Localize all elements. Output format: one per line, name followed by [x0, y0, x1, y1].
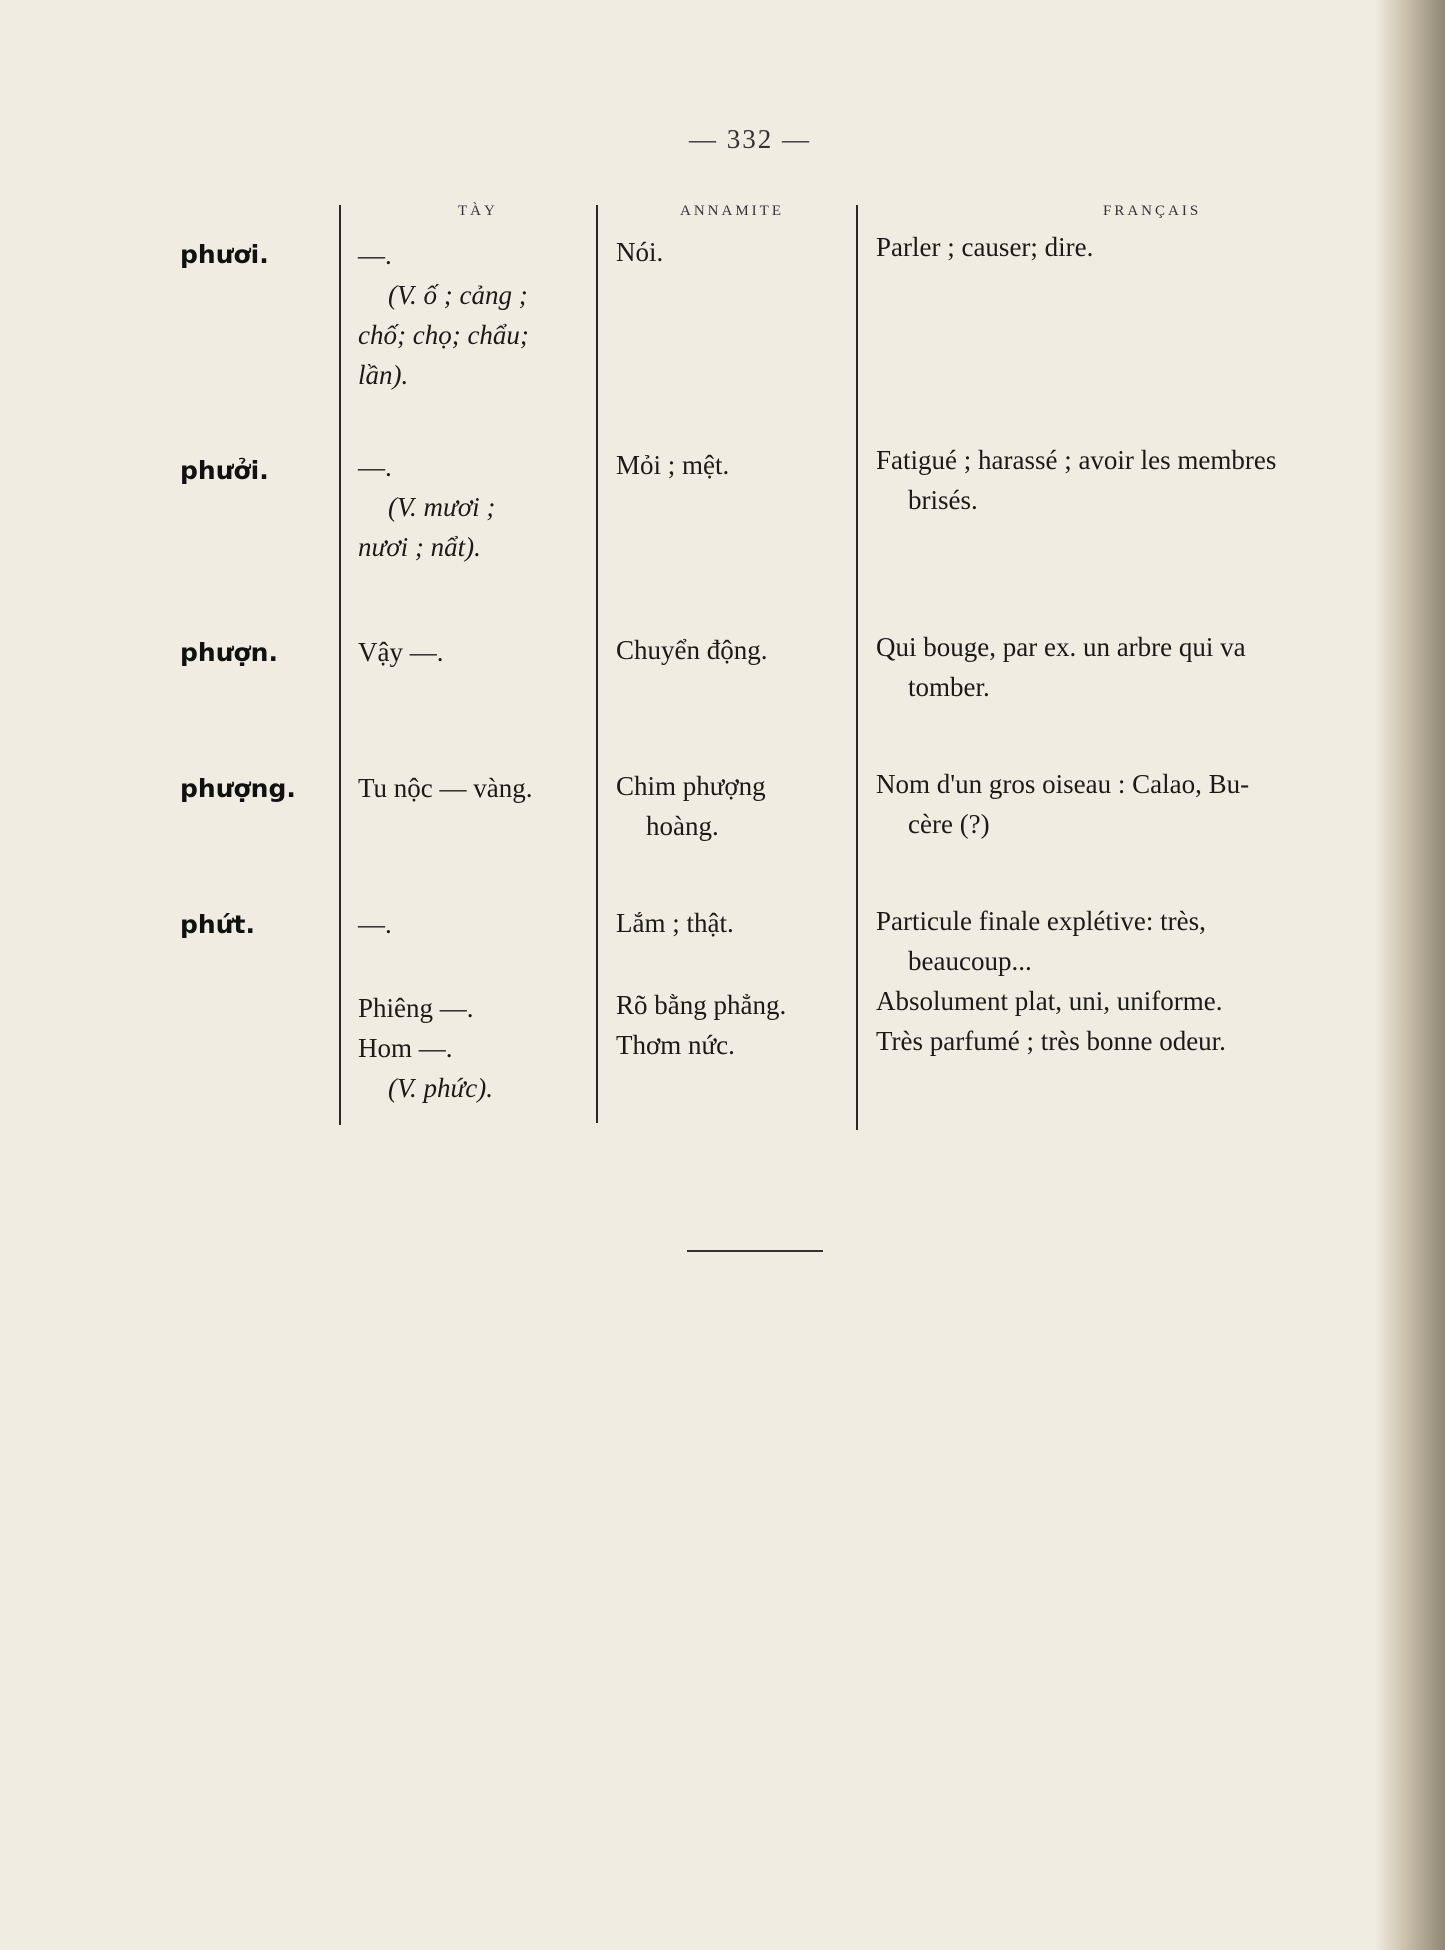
tay-cell: —. (V. mươi ; nươi ; nẩt). — [358, 452, 496, 562]
francais-cell: Qui bouge, par ex. un arbre qui va tomber. — [876, 632, 1246, 702]
subentry-tay: Phiêng —. — [358, 993, 474, 1023]
headword: phưởi. — [180, 456, 269, 485]
subentry-annamite: Thơm nức. — [616, 1030, 735, 1060]
tay-cell: Vậy —. — [358, 637, 444, 667]
column-divider-1 — [339, 205, 341, 1125]
annamite-cell: Lắm ; thật. Rõ bằng phẳng. Thơm nức. — [616, 903, 786, 1065]
column-header-annamite: ANNAMITE — [680, 203, 784, 219]
annamite-cell: Mỏi ; mệt. — [616, 450, 730, 480]
headword: phượn. — [180, 638, 278, 667]
annamite-cell: Chuyển động. — [616, 635, 768, 665]
headword: phươi. — [180, 240, 269, 269]
column-header-tay: TÀY — [458, 203, 498, 219]
francais-cell: Nom d'un gros oiseau : Calao, Bu- cère (?) — [876, 769, 1250, 839]
end-rule — [687, 1250, 823, 1252]
francais-cell: Parler ; causer; dire. — [876, 232, 1094, 262]
subentry-tay: Hom —. — [358, 1033, 453, 1063]
page-number: — 332 — — [689, 124, 811, 154]
tay-cell: —. Phiêng —. Hom —. (V. phức). — [358, 909, 493, 1103]
column-divider-2 — [596, 205, 598, 1123]
francais-cell: Fatigué ; harassé ; avoir les membres brisés. — [876, 445, 1277, 515]
subentry-annamite: Rõ bằng phẳng. — [616, 990, 787, 1020]
tay-cell: —. (V. ố ; cảng ; chố; chọ; chẩu; lần). — [358, 240, 529, 390]
page-edge-shadow — [1375, 0, 1445, 1950]
subentry-francais: Absolument plat, uni, uniforme. — [876, 986, 1223, 1016]
subentry-francais: Très parfumé ; très bonne odeur. — [876, 1026, 1226, 1056]
column-divider-3 — [856, 205, 858, 1130]
headword: phượng. — [180, 774, 296, 803]
tay-cell: Tu nộc — vàng. — [358, 773, 533, 803]
annamite-cell: Nói. — [616, 237, 664, 267]
headword: phứt. — [180, 910, 255, 939]
column-header-francais: FRANÇAIS — [1103, 203, 1202, 219]
francais-cell: Particule finale explétive: très, beaucoup... Absolument plat, uni, uniforme. Très parfumé ; très bonne odeur. — [876, 901, 1346, 1061]
annamite-cell: Chim phượng hoàng. — [616, 771, 766, 841]
